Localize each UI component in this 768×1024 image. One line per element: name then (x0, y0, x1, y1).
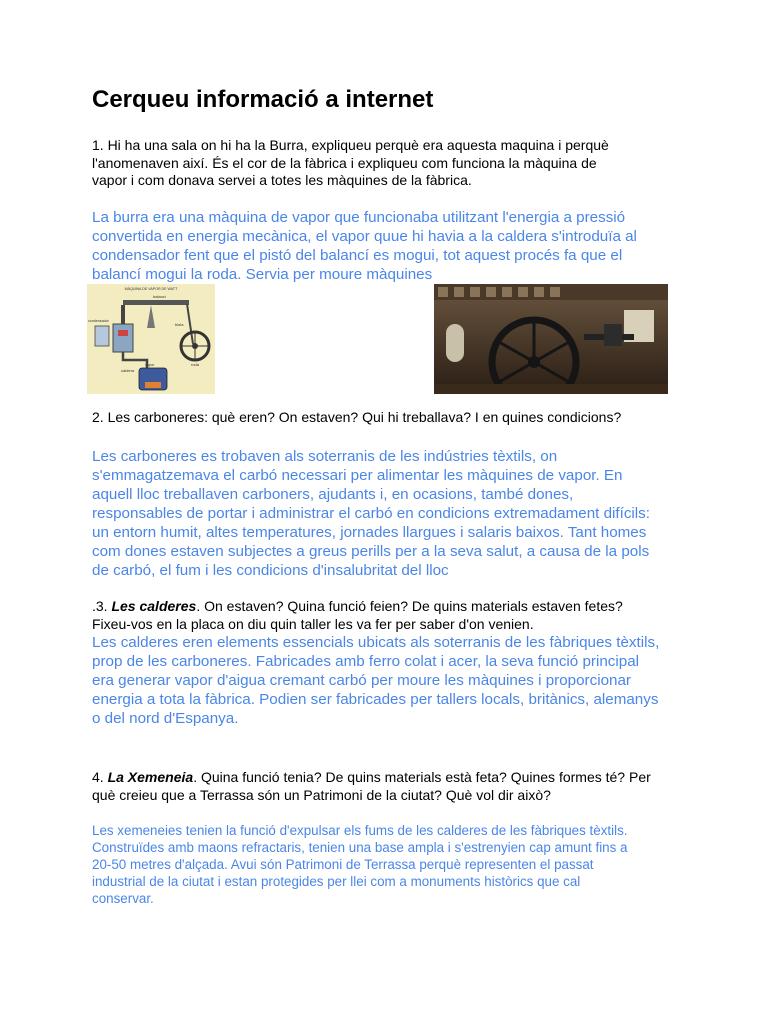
answer-1 (92, 208, 692, 284)
question-3-line: Fixeu-vos en la placa on diu quin taller les va fer per saber d'on venien. (92, 615, 534, 632)
engine-room-photo (434, 284, 668, 394)
steam-engine-diagram (87, 284, 215, 394)
question-3-line (92, 598, 692, 616)
question-4 (92, 769, 692, 804)
answer-3-line: Les calderes eren elements essencials ubicats als soterranis de les fàbriques tèxtils, (92, 634, 660, 651)
answer-2-line: responsables de portar i administrar el carbó en condicions extremadament difícils: (92, 505, 650, 522)
question-4-emphasis: La Xemeneia (107, 769, 194, 785)
answer-4 (92, 822, 692, 907)
answer-4-line: 20-50 metres d'alçada. Avui són Patrimoni de Terrassa perquè representen el passat (92, 857, 594, 872)
question-4-prefix: 4. (92, 769, 108, 785)
answer-2-line: Les carboneres es trobaven als soterranis de les indústries tèxtils, on (92, 448, 558, 465)
answer-4-line: conservar. (92, 891, 154, 906)
answer-3 (92, 633, 692, 728)
answer-2-line: un entorn humit, altes temperatures, jornades llargues i salaris baixos. Tant homes (92, 524, 647, 541)
diagram-label: biela (175, 322, 184, 327)
answer-2-line: de carbó, el fum i les condicions d'insalubritat del lloc (92, 562, 449, 579)
question-4-line (92, 769, 692, 787)
question-1-line: vapor i com donava servei a totes les màquines de la fàbrica. (92, 172, 472, 188)
answer-1-line: La burra era una màquina de vapor que funcionaba utilitzant l'energia a pressió (92, 209, 626, 226)
diagram-title: MÀQUINA DE VAPOR DE WATT (124, 287, 178, 291)
page-title: Cerqueu informació a internet (92, 86, 434, 113)
answer-1-line: condensador fent que el pistó del balancí es mogui, tot aquest procés fa que el (92, 247, 623, 264)
answer-3-line: energia a tota la fàbrica. Podien ser fabricades per tallers locals, britànics, alemanys (92, 691, 659, 708)
answer-3-line: prop de les carboneres. Fabricades amb ferro colat i acer, la seva funció principal (92, 653, 640, 670)
question-1 (92, 137, 692, 190)
answer-4-line: Les xemeneies tenien la funció d'expulsar els fums de les calderes de les fàbriques tèxtils. (92, 823, 628, 838)
question-2 (92, 409, 692, 427)
diagram-label: vapor (145, 363, 155, 367)
answer-3-line: o del nord d'Espanya. (92, 710, 239, 727)
answer-1-line: balancí mogui la roda. Servia per moure màquines (92, 266, 433, 283)
answer-2-line: s'emmagatzemava el carbó necessari per alimentar les màquines de vapor. En (92, 467, 623, 484)
question-3-text: . On estaven? Quina funció feien? De quins materials estaven fetes? (196, 598, 623, 614)
answer-2 (92, 447, 692, 580)
question-1-line: 1. Hi ha una sala on hi ha la Burra, expliqueu perquè era aquesta maquina i perquè (92, 137, 609, 153)
answer-2-line: com dones estaven subjectes a greus perills per a la seva salut, a causa de la pols (92, 543, 650, 560)
diagram-label: caldera (121, 368, 135, 373)
answer-4-line: Construïdes amb maons refractaris, tenien una base ampla i s'estrenyien cap amunt fins a (92, 840, 628, 855)
question-4-text: . Quina funció tenia? De quins materials està feta? Quines formes té? Per (193, 769, 651, 785)
question-3-emphasis: Les calderes (111, 598, 197, 614)
question-3-prefix: .3. (92, 598, 112, 614)
answer-1-line: convertida en energia mecànica, el vapor quue hi havia a la caldera s'introduïa al (92, 228, 637, 245)
answer-2-line: aquell lloc treballaven carboners, ajudants i, en ocasions, també dones, (92, 486, 574, 503)
diagram-label: balancí (153, 294, 166, 299)
question-2-line: 2. Les carboneres: què eren? On estaven? Qui hi treballava? I en quines condicions? (92, 409, 622, 425)
diagram-label: condensador (88, 319, 109, 323)
question-1-line: l'anomenaven així. És el cor de la fàbrica i expliqueu com funciona la màquina de (92, 154, 597, 171)
question-4-line: què creieu que a Terrassa són un Patrimoni de la ciutat? Què vol dir això? (92, 786, 551, 803)
answer-4-line: industrial de la ciutat i estan protegides per llei com a monuments històrics que cal (92, 874, 581, 889)
question-3 (92, 598, 692, 633)
diagram-label: roda (191, 362, 200, 367)
answer-3-line: era generar vapor d'aigua cremant carbó per moure les màquines i proporcionar (92, 672, 631, 689)
